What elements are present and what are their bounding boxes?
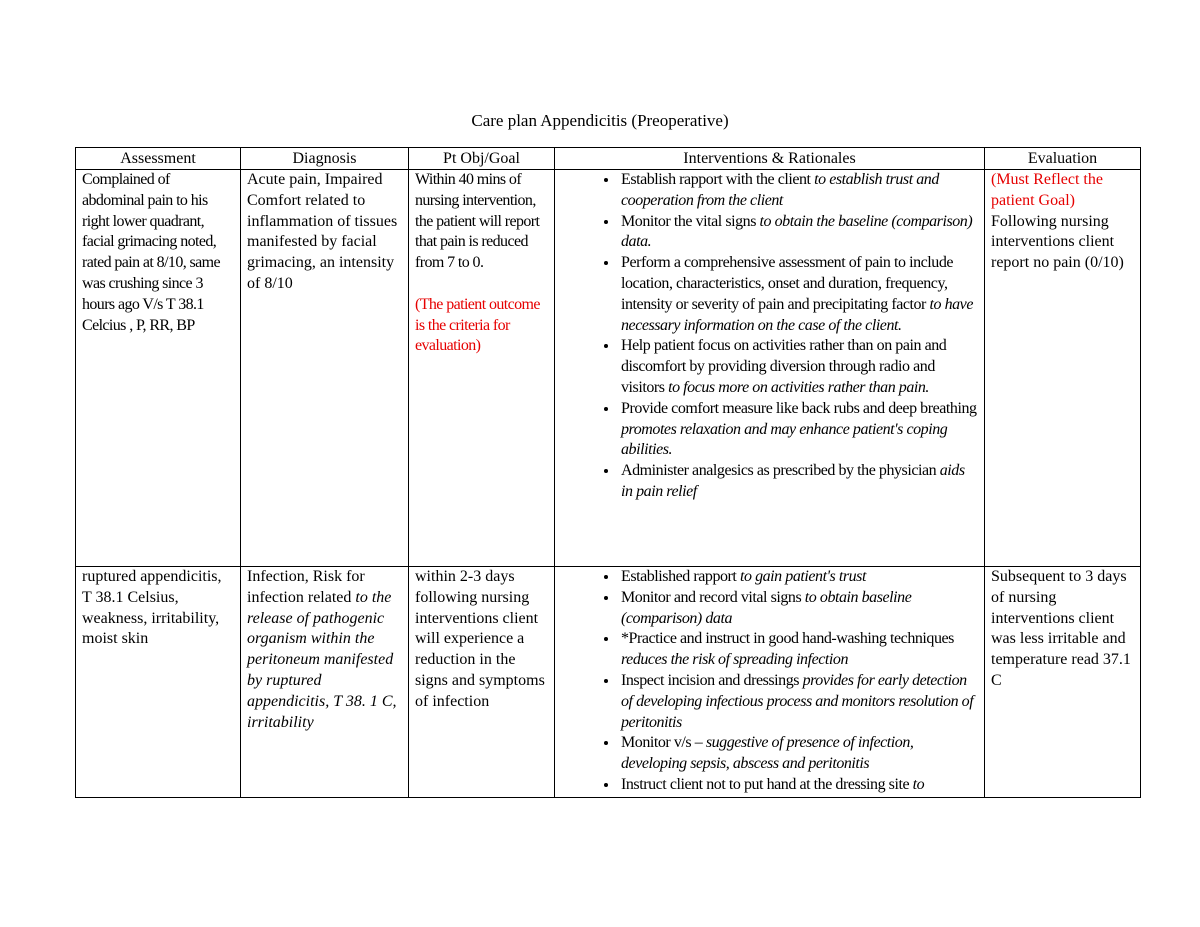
rationale-text: suggestive of presence of infection, developing sepsis, abscess and peritonitis: [621, 734, 914, 773]
intervention-text: Establish rapport with the client: [621, 171, 815, 188]
interventions-list: [561, 170, 978, 503]
list-item: [619, 775, 978, 796]
intervention-text: Help patient focus on activities rather than on pain and discomfort by providing diversion through radio and visitors: [621, 337, 947, 396]
list-item: [619, 629, 978, 671]
rationale-text: to gain patient's trust: [739, 568, 866, 585]
rationale-text: to focus more on activities rather than pain.: [668, 378, 929, 396]
interventions-list: [561, 567, 978, 796]
list-item: [619, 461, 978, 503]
interventions-cell: [555, 170, 985, 567]
diagnosis-text: Infection, Risk for infection related: [247, 568, 365, 606]
interventions-cell: [555, 567, 985, 798]
rationale-text: to establish trust and cooperation from the client: [621, 171, 939, 209]
list-item: [619, 212, 978, 254]
list-item: [619, 336, 978, 398]
intervention-text: Instruct client not to put hand at the dressing site: [621, 775, 913, 793]
rationale-text: promotes relaxation and may enhance patient's coping abilities.: [621, 420, 948, 459]
header-assessment: Assessment: [76, 148, 241, 170]
care-plan-table: [75, 147, 1141, 798]
header-interventions: Interventions & Rationales: [555, 148, 985, 170]
evaluation-note: (Must Reflect the patient Goal): [991, 171, 1103, 209]
list-item: [619, 733, 978, 775]
header-diagnosis: Diagnosis: [241, 148, 409, 170]
rationale-text: to: [912, 775, 925, 793]
rationale-text: to obtain baseline (comparison) data: [621, 588, 912, 627]
goal-cell: within 2-3 days following nursing interventions client will experience a reduction in the signs and symptoms of infection: [409, 567, 555, 798]
table-row: [76, 567, 1141, 798]
list-item: [619, 170, 978, 212]
intervention-text: Administer analgesics as prescribed by the physician: [621, 462, 940, 480]
diagnosis-cell: Acute pain, Impaired Comfort related to inflammation of tissues manifested by facial grimacing, an intensity of 8/10: [241, 170, 409, 567]
rationale-text: to have necessary information on the case of the client.: [621, 295, 973, 334]
assessment-cell: ruptured appendicitis, T 38.1 Celsius, weakness, irritability, moist skin: [76, 567, 241, 798]
assessment-cell: Complained of abdominal pain to his right lower quadrant, facial grimacing noted, rated pain at 8/10, same was crushing since 3 hours ago V/s T 38.1 Celcius , P, RR, BP: [76, 170, 241, 567]
list-item: [619, 253, 978, 336]
intervention-text: Perform a comprehensive assessment of pain to include location, characteristics, onset and duration, frequency, intensity or severity of pain and precipitating factor: [621, 254, 954, 313]
diagnosis-cell: [241, 567, 409, 798]
intervention-text: Established rapport: [621, 568, 740, 585]
diagnosis-rationale: to the release of pathogenic organism within the peritoneum manifested by ruptured appendicitis, T 38. 1 C, irritability: [247, 588, 397, 731]
intervention-text: Provide comfort measure like back rubs and deep breathing: [621, 399, 977, 417]
intervention-text: Monitor the vital signs: [621, 212, 760, 230]
evaluation-text: Following nursing interventions client report no pain (0/10): [991, 212, 1124, 272]
evaluation-cell: Subsequent to 3 days of nursing interventions client was less irritable and temperature read 37.1 C: [985, 567, 1141, 798]
intervention-text: *Practice and instruct in good hand-washing techniques: [621, 630, 954, 648]
intervention-text: Inspect incision and dressings: [621, 671, 803, 689]
goal-cell: [409, 170, 555, 567]
rationale-text: to obtain the baseline (comparison) data.: [621, 212, 973, 251]
rationale-text: reduces the risk of spreading infection: [621, 651, 848, 669]
rationale-text: aids in pain relief: [621, 462, 965, 500]
list-item: [619, 588, 978, 630]
page-title: Care plan Appendicitis (Preoperative): [471, 111, 729, 130]
header-evaluation: Evaluation: [985, 148, 1141, 170]
evaluation-cell: [985, 170, 1141, 567]
intervention-text: Monitor and record vital signs: [621, 588, 805, 606]
rationale-text: provides for early detection of developing infectious process and monitors resolution of peritonitis: [621, 671, 974, 731]
table-header-row: [76, 148, 1141, 170]
table-row: [76, 170, 1141, 567]
list-item: [619, 671, 978, 733]
goal-note: (The patient outcome is the criteria for evaluation): [415, 295, 540, 355]
intervention-text: Monitor v/s –: [621, 734, 706, 752]
goal-text: Within 40 mins of nursing intervention, the patient will report that pain is reduced from 7 to 0.: [415, 171, 540, 272]
header-goal: Pt Obj/Goal: [409, 148, 555, 170]
list-item: [619, 567, 978, 588]
list-item: [619, 399, 978, 461]
